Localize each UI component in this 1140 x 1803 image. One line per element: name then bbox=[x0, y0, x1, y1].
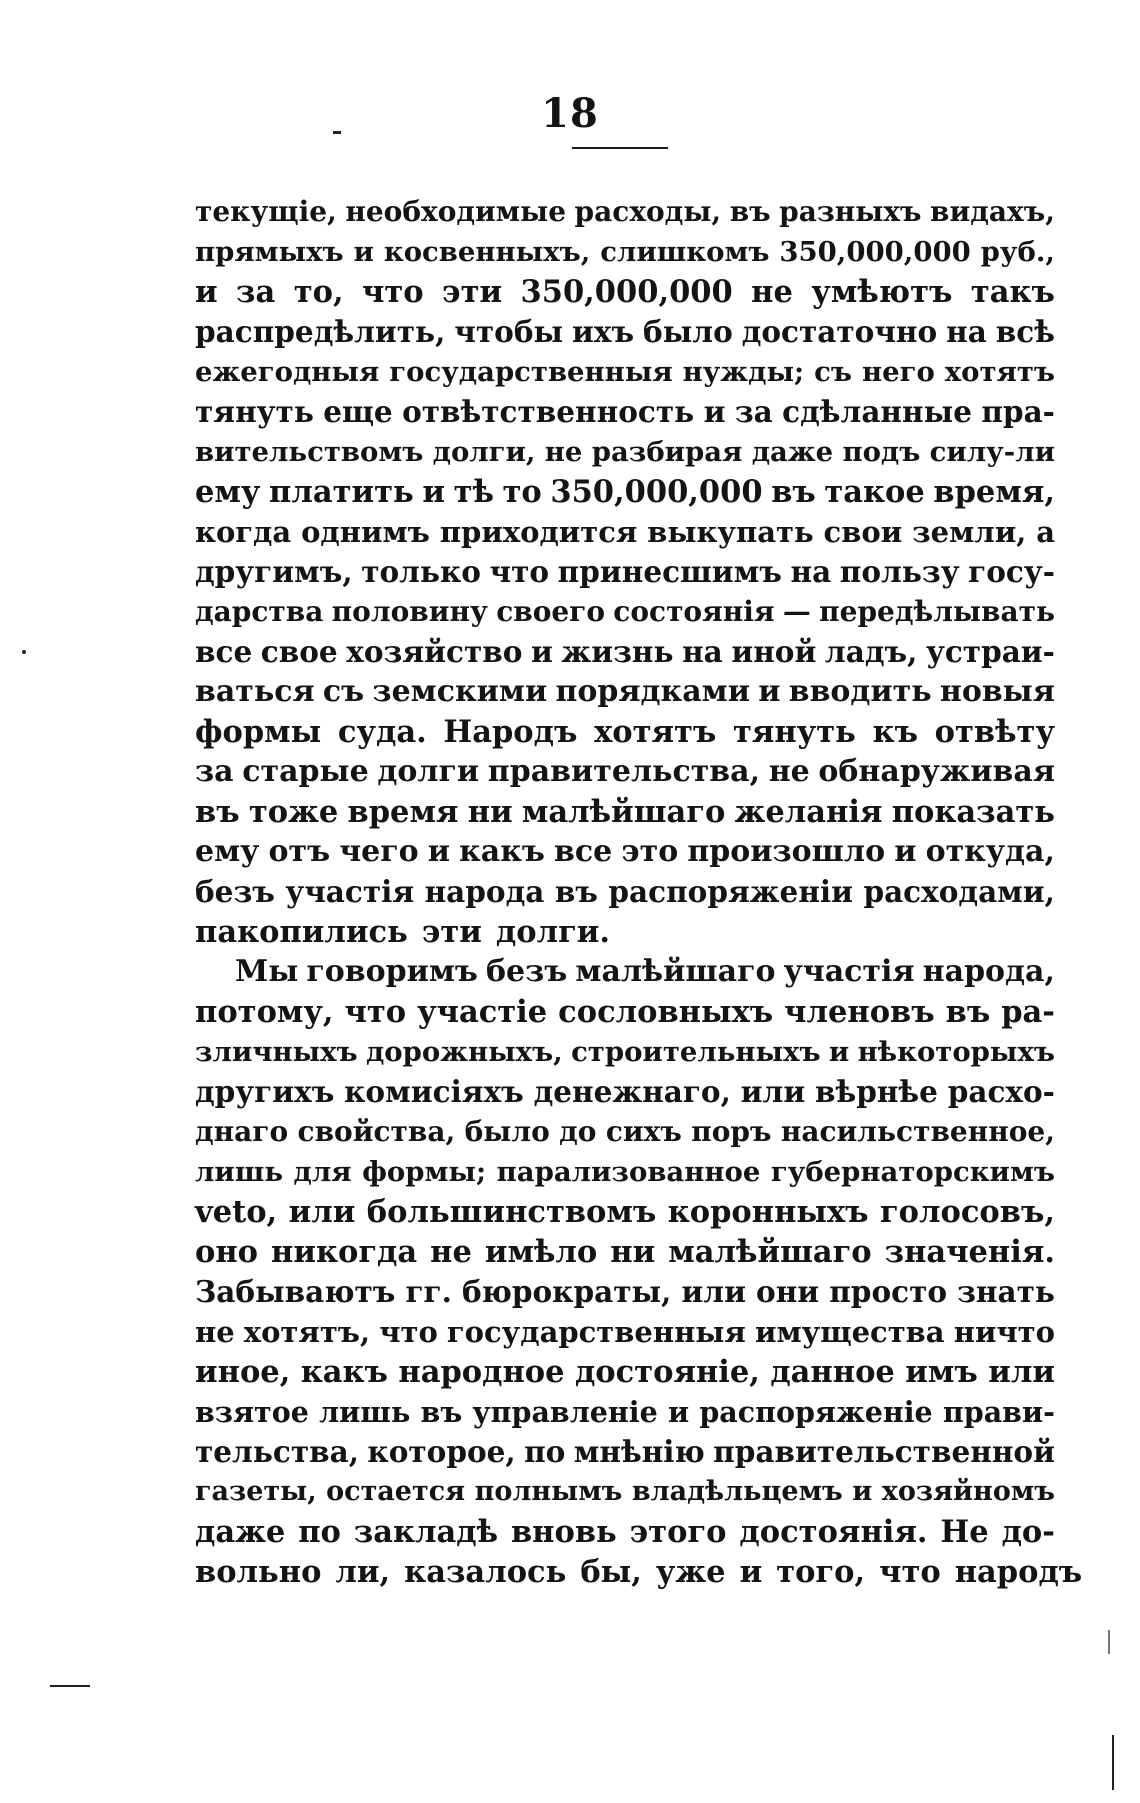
word: коронныхъ bbox=[667, 1194, 869, 1230]
text-line bbox=[195, 232, 1055, 272]
word: откуда, bbox=[925, 834, 1055, 869]
word: тельства, bbox=[195, 1434, 359, 1469]
word: время bbox=[347, 794, 459, 830]
word: по bbox=[524, 1434, 566, 1469]
word: и bbox=[828, 1036, 850, 1068]
word: по bbox=[298, 1514, 341, 1550]
text-line bbox=[195, 672, 1055, 712]
word: хотятъ bbox=[594, 714, 717, 750]
word: казалось bbox=[404, 1554, 567, 1590]
scan-mark-left-rule bbox=[50, 1685, 90, 1687]
word: или bbox=[681, 1274, 746, 1309]
word: въ bbox=[420, 1395, 463, 1429]
word: ихъ bbox=[572, 314, 635, 349]
word: отвѣту bbox=[934, 714, 1055, 750]
word: что bbox=[362, 274, 424, 310]
word: долги. bbox=[495, 914, 611, 950]
word: ему bbox=[195, 474, 261, 510]
text-line bbox=[195, 752, 1055, 792]
scan-mark-right-corner bbox=[1112, 1735, 1114, 1790]
word: не bbox=[768, 754, 810, 789]
word: никогда bbox=[271, 1234, 418, 1270]
word: приходится bbox=[439, 515, 638, 549]
word: строительныхъ bbox=[571, 1036, 821, 1068]
text-line bbox=[195, 912, 1055, 952]
word: veto, bbox=[195, 1194, 278, 1230]
word: членовъ bbox=[784, 994, 935, 1030]
word: Забываютъ bbox=[195, 1274, 396, 1309]
word: ничто bbox=[953, 1315, 1055, 1349]
word: эти bbox=[442, 274, 503, 310]
word: отъ bbox=[268, 834, 331, 869]
word: говоримъ bbox=[306, 954, 478, 989]
word: то bbox=[502, 474, 542, 510]
word: еще bbox=[323, 394, 393, 429]
word: и bbox=[353, 236, 374, 268]
text-line bbox=[195, 472, 1055, 512]
word: ваться bbox=[195, 674, 315, 709]
word: свое bbox=[260, 634, 338, 669]
word: для bbox=[293, 1156, 352, 1188]
text-line bbox=[195, 352, 1055, 392]
word: свойства, bbox=[297, 1115, 456, 1148]
word: и bbox=[427, 834, 451, 869]
word: половину bbox=[331, 595, 488, 628]
word: отвѣтственность bbox=[402, 394, 695, 429]
word: ра- bbox=[1001, 994, 1055, 1030]
word: подъ bbox=[842, 436, 921, 468]
word: своего bbox=[496, 595, 606, 628]
word: новыя bbox=[939, 674, 1055, 709]
text-line bbox=[195, 592, 1055, 632]
word: поръ bbox=[691, 1115, 772, 1148]
word: этого bbox=[629, 1514, 727, 1550]
word: тянуть bbox=[733, 714, 856, 750]
word: 350,000,000 bbox=[779, 236, 971, 268]
word: съ bbox=[814, 356, 853, 388]
word: иное, bbox=[195, 1354, 291, 1390]
text-line bbox=[195, 992, 1055, 1032]
word: пользу bbox=[839, 554, 960, 589]
word: губернаторскимъ bbox=[770, 1156, 1055, 1188]
word: взятое bbox=[195, 1395, 309, 1429]
word: просто bbox=[829, 1274, 948, 1309]
word: только bbox=[361, 554, 481, 589]
word: и bbox=[894, 834, 917, 869]
word: расходами, bbox=[863, 874, 1055, 909]
word: Народъ bbox=[443, 714, 578, 750]
word: суда. bbox=[337, 714, 427, 750]
word: а bbox=[1036, 515, 1055, 549]
text-line bbox=[195, 1352, 1055, 1392]
word: достаточно bbox=[741, 314, 938, 349]
word: участіе bbox=[417, 994, 548, 1030]
word: ладъ, bbox=[824, 634, 918, 669]
word: разныхъ bbox=[779, 195, 922, 228]
word: за bbox=[734, 394, 773, 429]
word: народъ bbox=[954, 1554, 1083, 1590]
text-line bbox=[195, 1192, 1055, 1232]
text-line bbox=[195, 1472, 1055, 1512]
word: въ bbox=[554, 874, 598, 909]
word: бы, bbox=[580, 1554, 642, 1590]
word: за bbox=[236, 274, 276, 310]
word: даже bbox=[751, 436, 834, 468]
text-line bbox=[195, 712, 1055, 752]
word: слишкомъ bbox=[600, 236, 770, 268]
word: которое, bbox=[367, 1434, 516, 1469]
text-line bbox=[195, 632, 1055, 672]
word: расходы, bbox=[574, 195, 722, 228]
word: чтобы bbox=[454, 314, 564, 349]
word: земли, bbox=[912, 515, 1027, 549]
word: — bbox=[782, 595, 811, 628]
word: и bbox=[758, 674, 781, 709]
word: силу-ли bbox=[929, 436, 1055, 468]
word: желанія bbox=[734, 794, 883, 830]
word: долги bbox=[377, 754, 480, 789]
word: ни bbox=[467, 794, 513, 830]
word: платить bbox=[269, 474, 414, 510]
word: показать bbox=[891, 794, 1055, 830]
word: произошло bbox=[687, 834, 886, 869]
word: что bbox=[379, 1315, 438, 1349]
word: народа bbox=[424, 874, 545, 909]
word: малѣйшаго bbox=[668, 1234, 872, 1270]
word: значенія. bbox=[884, 1234, 1055, 1270]
word: когда bbox=[195, 515, 292, 549]
word: и bbox=[422, 474, 445, 510]
word: и bbox=[530, 634, 553, 669]
word: или bbox=[288, 1194, 356, 1230]
word: вновь bbox=[510, 1514, 617, 1550]
word: достояніе, bbox=[574, 1354, 760, 1390]
word: оно bbox=[195, 1234, 259, 1270]
word: Мы bbox=[235, 954, 299, 989]
word: большинствомъ bbox=[366, 1194, 657, 1230]
word: сдѣланные bbox=[782, 394, 972, 429]
word: и bbox=[703, 394, 726, 429]
word: него bbox=[861, 356, 935, 388]
word: зличныхъ bbox=[195, 1036, 358, 1068]
word: полнымъ bbox=[474, 1476, 623, 1507]
word: не bbox=[751, 274, 793, 310]
word: иной bbox=[731, 634, 817, 669]
word: 350,000,000 bbox=[550, 474, 763, 510]
word: остается bbox=[326, 1476, 466, 1507]
word: необходимые bbox=[345, 195, 567, 228]
word: текущіе, bbox=[195, 195, 337, 228]
word: всѣ bbox=[995, 314, 1055, 349]
word: хотятъ, bbox=[243, 1315, 371, 1349]
word: какъ bbox=[459, 834, 545, 869]
word: это bbox=[621, 834, 679, 869]
text-line bbox=[195, 192, 1055, 232]
text-line bbox=[195, 1112, 1055, 1152]
word: передѣлывать bbox=[819, 595, 1055, 628]
text-line bbox=[195, 872, 1055, 912]
text-line bbox=[195, 512, 1055, 552]
word: въ bbox=[195, 794, 240, 830]
word: все bbox=[554, 834, 613, 869]
word: народное bbox=[398, 1354, 565, 1390]
text-line bbox=[195, 952, 1055, 992]
word: и bbox=[739, 1554, 763, 1590]
word: участія bbox=[285, 874, 415, 909]
word: состоянія bbox=[613, 595, 775, 628]
word: жизнь bbox=[561, 634, 674, 669]
word: Не bbox=[940, 1514, 989, 1550]
text-line bbox=[195, 1512, 1055, 1552]
word: потому, bbox=[195, 994, 334, 1030]
word: какъ bbox=[300, 1354, 388, 1390]
word: прямыхъ bbox=[195, 236, 344, 268]
word: и bbox=[852, 1476, 873, 1507]
word: видахъ, bbox=[930, 195, 1055, 228]
word: насильственное, bbox=[780, 1115, 1055, 1148]
word: другимъ, bbox=[195, 554, 353, 589]
word: народа, bbox=[922, 954, 1055, 989]
text-line bbox=[195, 1032, 1055, 1072]
word: вводить bbox=[788, 674, 932, 709]
word: распоряженіи bbox=[608, 874, 854, 909]
word: имущества bbox=[754, 1315, 945, 1349]
word: закладѣ bbox=[353, 1514, 499, 1550]
word: въ bbox=[729, 195, 771, 228]
word: ни bbox=[610, 1234, 656, 1270]
text-line bbox=[195, 1152, 1055, 1192]
word: имѣло bbox=[484, 1234, 598, 1270]
page-number: 18 bbox=[541, 90, 599, 137]
word: малѣйшаго bbox=[575, 954, 776, 989]
word: распоряженіе bbox=[699, 1395, 933, 1429]
text-line bbox=[195, 552, 1055, 592]
word: лишь bbox=[195, 1156, 284, 1188]
word: вительствомъ bbox=[195, 436, 424, 468]
word: до bbox=[559, 1115, 597, 1148]
text-line bbox=[195, 1552, 1083, 1592]
word: бюрократы, bbox=[461, 1274, 672, 1309]
word: того, bbox=[776, 1554, 866, 1590]
word: устраи- bbox=[925, 634, 1055, 669]
word: знать bbox=[957, 1274, 1055, 1309]
word: ли, bbox=[335, 1554, 391, 1590]
word: денежнаго, bbox=[533, 1074, 731, 1109]
text-line bbox=[195, 1232, 1055, 1272]
word: правительства, bbox=[487, 754, 761, 789]
word: было bbox=[464, 1115, 550, 1148]
word: однимъ bbox=[301, 515, 430, 549]
word: даже bbox=[195, 1514, 286, 1550]
word: такъ bbox=[970, 274, 1055, 310]
word: старые bbox=[242, 754, 369, 789]
word: участія bbox=[783, 954, 915, 989]
word: расхо- bbox=[947, 1074, 1055, 1109]
word: порядками bbox=[555, 674, 750, 709]
word: распредѣлить, bbox=[195, 314, 446, 349]
text-line bbox=[195, 1392, 1055, 1432]
word: формы; bbox=[362, 1156, 487, 1188]
text-line bbox=[195, 272, 1055, 312]
word: достоянія. bbox=[739, 1514, 928, 1550]
word: они bbox=[756, 1274, 820, 1309]
word: государственныя bbox=[389, 356, 673, 388]
word: ежегодныя bbox=[195, 356, 380, 388]
word: умѣютъ bbox=[811, 274, 953, 310]
word: на bbox=[946, 314, 987, 349]
word: безъ bbox=[195, 874, 275, 909]
scan-mark-top-dot bbox=[333, 131, 341, 134]
word: было bbox=[643, 314, 733, 349]
word: и bbox=[667, 1395, 690, 1429]
word: что bbox=[489, 554, 550, 589]
word: или bbox=[988, 1354, 1055, 1390]
scan-mark-right-edge bbox=[1108, 1630, 1110, 1654]
page-number-rule bbox=[572, 147, 668, 149]
word: вольно bbox=[195, 1554, 322, 1590]
word: земскими bbox=[372, 674, 548, 709]
word: время, bbox=[933, 474, 1055, 510]
text-line bbox=[195, 432, 1055, 472]
word: принесшимъ bbox=[557, 554, 782, 589]
word: парализованное bbox=[496, 1156, 761, 1188]
word: то, bbox=[293, 274, 344, 310]
word: косвенныхъ, bbox=[383, 236, 591, 268]
word: пакопились bbox=[195, 914, 408, 950]
text-line bbox=[195, 1312, 1055, 1352]
word: свои bbox=[823, 515, 903, 549]
word: за bbox=[195, 754, 234, 789]
text-block bbox=[195, 192, 1083, 1592]
word: прави- bbox=[942, 1395, 1055, 1429]
word: не bbox=[430, 1234, 472, 1270]
word: гг. bbox=[405, 1274, 452, 1309]
word: что bbox=[344, 994, 407, 1030]
word: дорожныхъ, bbox=[365, 1036, 563, 1068]
word: тянуть bbox=[195, 394, 314, 429]
paragraph bbox=[195, 192, 1055, 952]
word: безъ bbox=[486, 954, 568, 989]
text-line bbox=[195, 832, 1055, 872]
word: къ bbox=[872, 714, 918, 750]
word: выкупать bbox=[647, 515, 814, 549]
word: владѣльцемъ bbox=[631, 1476, 843, 1507]
word: въ bbox=[771, 474, 816, 510]
word: нужды; bbox=[682, 356, 805, 388]
word: уже bbox=[655, 1554, 726, 1590]
word: имъ bbox=[905, 1354, 978, 1390]
paragraph bbox=[195, 952, 1083, 1592]
word: вѣрнѣе bbox=[814, 1074, 938, 1109]
text-line bbox=[195, 1432, 1055, 1472]
word: на bbox=[790, 554, 832, 589]
word: эти bbox=[421, 914, 482, 950]
word: мнѣнію bbox=[573, 1434, 705, 1469]
word: лишь bbox=[319, 1395, 411, 1429]
word: пра- bbox=[981, 394, 1055, 429]
word: другихъ bbox=[195, 1074, 335, 1109]
word: управленіе bbox=[472, 1395, 658, 1429]
word: малѣйшаго bbox=[521, 794, 726, 830]
word: не bbox=[195, 1315, 235, 1349]
text-line bbox=[195, 1072, 1055, 1112]
word: и bbox=[195, 274, 218, 310]
word: хозяйномъ bbox=[881, 1476, 1055, 1507]
word: 350,000,000 bbox=[520, 274, 733, 310]
word: что bbox=[879, 1554, 941, 1590]
text-line bbox=[195, 312, 1055, 352]
word: голосовъ, bbox=[879, 1194, 1055, 1230]
word: тоже bbox=[248, 794, 339, 830]
word: сословныхъ bbox=[558, 994, 774, 1030]
word: хотятъ bbox=[944, 356, 1055, 388]
word: руб., bbox=[980, 236, 1055, 268]
word: государственныя bbox=[446, 1315, 746, 1349]
word: или bbox=[740, 1074, 806, 1109]
word: сихъ bbox=[605, 1115, 682, 1148]
word: съ bbox=[322, 674, 365, 709]
text-line bbox=[195, 392, 1055, 432]
word: ему bbox=[195, 834, 260, 869]
scan-mark-left-dot bbox=[22, 650, 26, 654]
word: комисіяхъ bbox=[344, 1074, 524, 1109]
word: госу- bbox=[968, 554, 1055, 589]
word: хозяйство bbox=[346, 634, 523, 669]
word: на bbox=[682, 634, 723, 669]
word: не bbox=[544, 436, 583, 468]
word: до- bbox=[1001, 1514, 1055, 1550]
word: правительственной bbox=[713, 1434, 1055, 1469]
word: днаго bbox=[195, 1115, 289, 1148]
word: чего bbox=[339, 834, 419, 869]
word: такое bbox=[824, 474, 925, 510]
word: дарства bbox=[195, 595, 324, 628]
word: нѣкоторыхъ bbox=[857, 1036, 1055, 1068]
text-line bbox=[195, 1272, 1055, 1312]
text-line bbox=[195, 792, 1055, 832]
word: разбирая bbox=[591, 436, 743, 468]
word: обнаруживая bbox=[818, 754, 1055, 789]
word: все bbox=[195, 634, 253, 669]
word: тѣ bbox=[453, 474, 494, 510]
word: формы bbox=[195, 714, 322, 750]
word: въ bbox=[945, 994, 991, 1030]
word: газеты, bbox=[195, 1476, 317, 1507]
word: данное bbox=[770, 1354, 895, 1390]
word: долги, bbox=[432, 436, 536, 468]
